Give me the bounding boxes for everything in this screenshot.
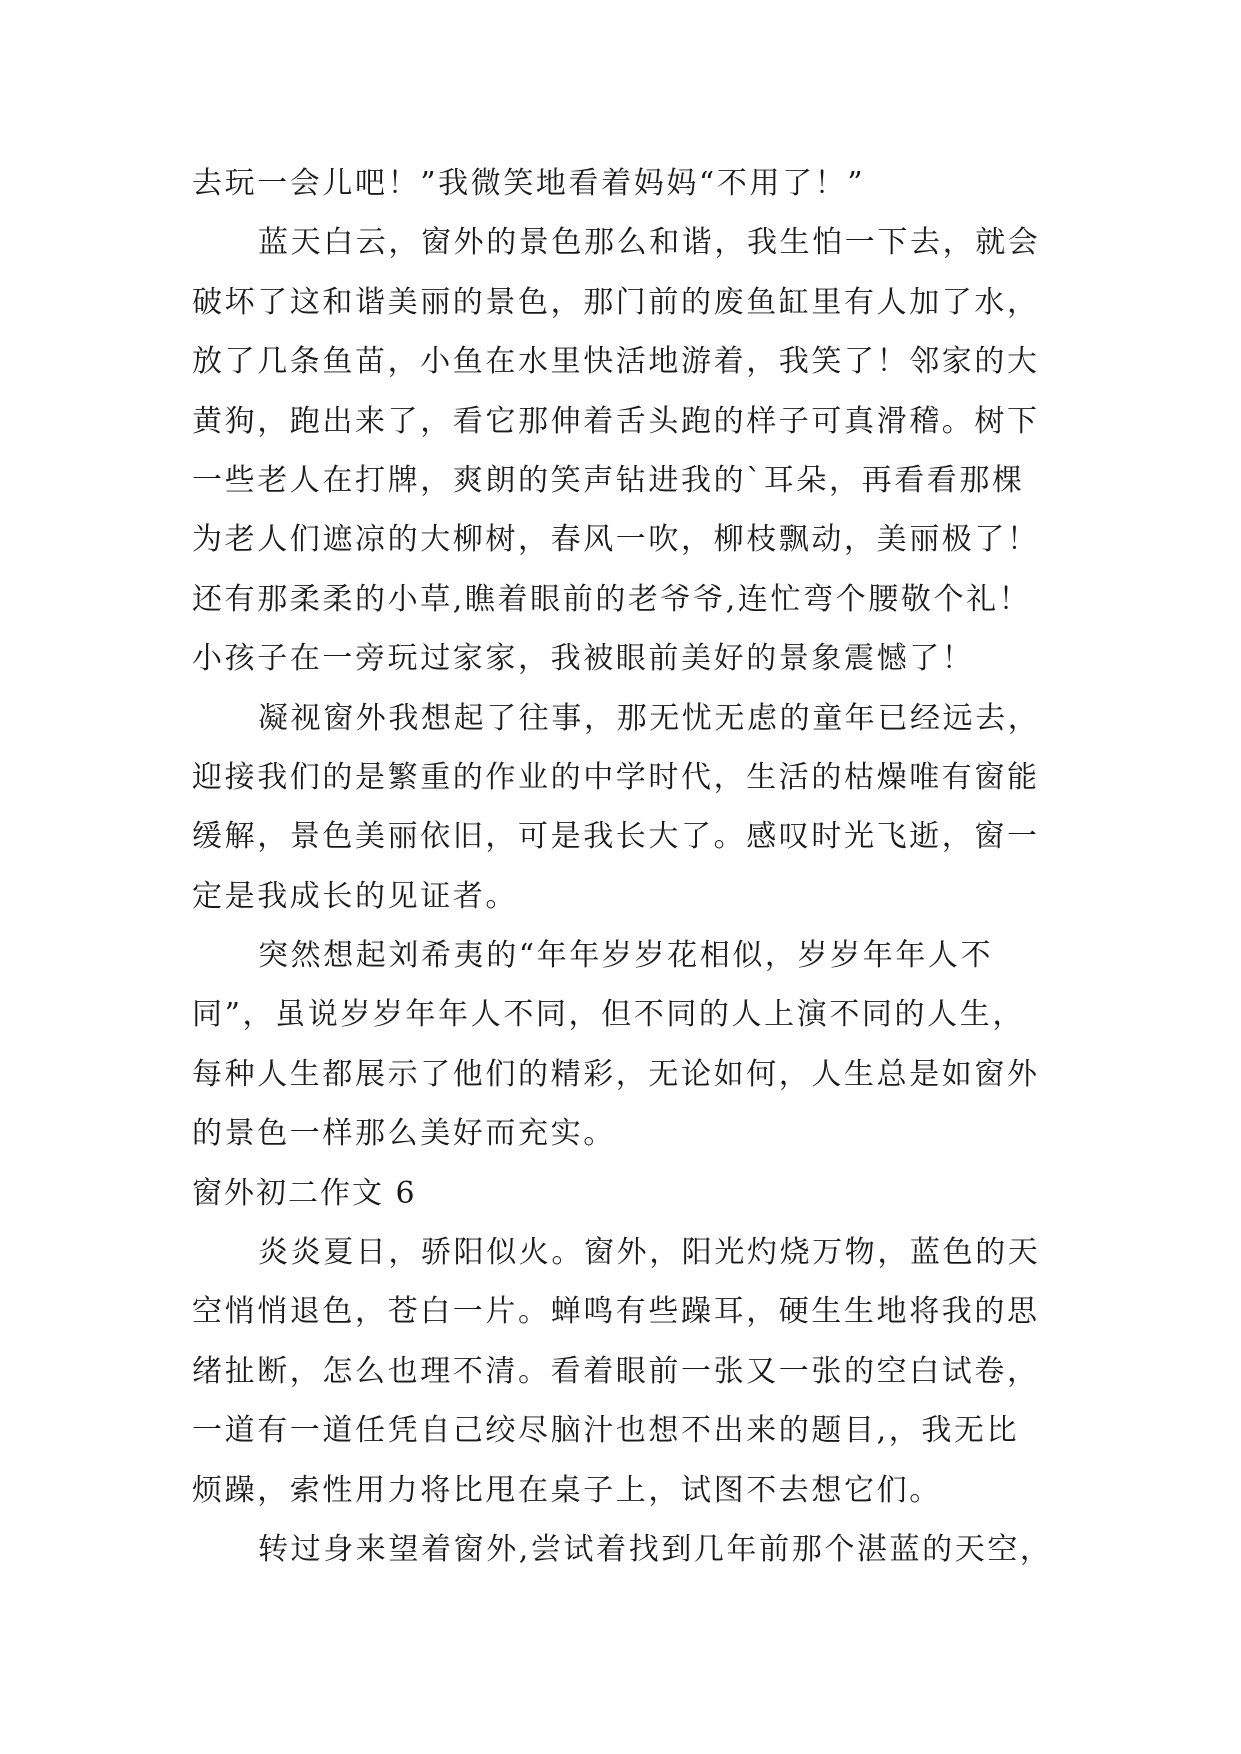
paragraph-start-line: 蓝天白云，窗外的景色那么和谐，我生怕一下去，就会 (258, 225, 1041, 261)
section-heading: 窗外初二作文 6 (192, 1175, 417, 1211)
text-line: 缓解，景色美丽依旧，可是我长大了。感叹时光飞逝，窗一 (192, 819, 1040, 855)
text-line: 绪扯断，怎么也理不清。看着眼前一张又一张的空白试卷， (192, 1353, 1040, 1389)
document-body (192, 154, 1072, 1579)
paragraph-start-line: 转过身来望着窗外,尝试着找到几年前那个湛蓝的天空， (258, 1531, 1053, 1567)
text-line: 小孩子在一旁玩过家家，我被眼前美好的景象震憾了！ (192, 641, 975, 677)
text-line: 定是我成长的见证者。 (192, 878, 518, 914)
text-line: 黄狗，跑出来了，看它那伸着舌头跑的样子可真滑稽。树下 (192, 403, 1040, 439)
text-line: 为老人们遮凉的大柳树，春风一吹，柳枝飘动，美丽极了！ (192, 522, 1040, 558)
text-line: 的景色一样那么美好而充实。 (192, 1116, 616, 1152)
paragraph-start-line: 突然想起刘希夷的“年年岁岁花相似，岁岁年年人不 (258, 938, 994, 974)
text-line: 一道有一道任凭自己绞尽脑汁也想不出来的题目,，我无比 (192, 1413, 1020, 1449)
paragraph-start-line: 炎炎夏日，骄阳似火。窗外，阳光灼烧万物，蓝色的天 (258, 1235, 1041, 1271)
text-line: 一些老人在打牌，爽朗的笑声钻进我的`耳朵，再看看那棵 (192, 462, 1025, 498)
text-line: 空悄悄退色，苍白一片。蝉鸣有些躁耳，硬生生地将我的思 (192, 1294, 1040, 1330)
paragraph-start-line: 凝视窗外我想起了往事，那无忧无虑的童年已经远去， (258, 700, 1041, 736)
text-line: 烦躁，索性用力将比甩在桌子上，试图不去想它们。 (192, 1472, 942, 1508)
text-line: 同”，虽说岁岁年年人不同，但不同的人上演不同的人生， (192, 997, 1025, 1033)
text-line: 去玩一会儿吧！”我微笑地看着妈妈“不用了！” (192, 166, 866, 201)
text-line: 放了几条鱼苗，小鱼在水里快活地游着，我笑了！邻家的大 (192, 344, 1040, 380)
text-line: 迎接我们的是繁重的作业的中学时代，生活的枯燥唯有窗能 (192, 759, 1040, 795)
text-line: 每种人生都展示了他们的精彩，无论如何，人生总是如窗外 (192, 1056, 1040, 1092)
text-line: 还有那柔柔的小草,瞧着眼前的老爷爷,连忙弯个腰敬个礼！ (192, 581, 1032, 617)
text-line: 破坏了这和谐美丽的景色，那门前的废鱼缸里有人加了水， (192, 284, 1040, 320)
